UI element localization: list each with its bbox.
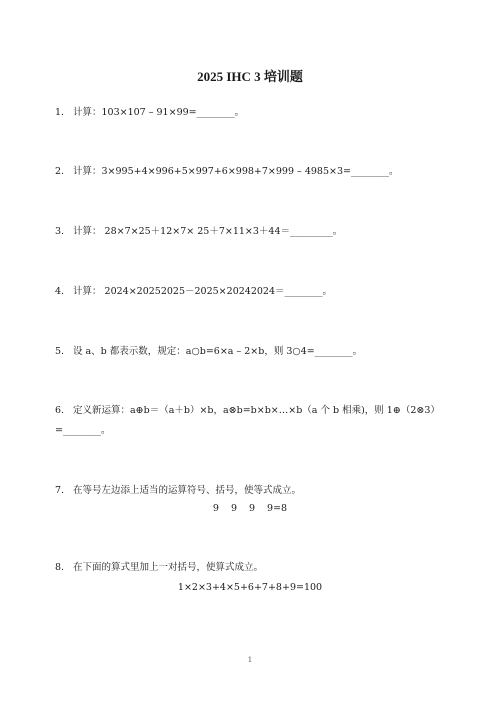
question-6-continuation	[55, 424, 455, 438]
equation-term: 9	[230, 503, 237, 514]
page-title: 2025 IHC 3 培训题	[197, 69, 303, 84]
question-text: 计算： 28×7×25＋12×7× 25＋7×11×3＋44＝_________。	[73, 226, 343, 237]
question-1	[55, 106, 455, 120]
question-number: 7.	[55, 485, 65, 496]
question-2	[55, 165, 455, 179]
question-number: 2.	[55, 166, 65, 177]
question-number: 5.	[55, 346, 65, 357]
question-text: 计算：3×995+4×996+5×997+6×998+7×999 – 4985×3=________。	[73, 166, 399, 177]
question-text: 在下面的算式里加上一对括号，使算式成立。	[73, 562, 264, 573]
question-5	[55, 345, 455, 359]
equation-8: 1×2×3+4×5+6+7+8+9=100	[177, 582, 323, 593]
question-number: 3.	[55, 226, 65, 237]
question-number: 6.	[55, 405, 65, 416]
question-3	[55, 225, 455, 239]
question-7	[55, 484, 455, 498]
question-text: 定义新运算：a⊕b＝（a＋b）×b，a⊗b=b×b×…×b（a 个 b 相乘)，则 1⊕（2⊗3）	[73, 405, 440, 416]
page-number: 1	[247, 656, 253, 664]
question-text: 计算： 2024×20252025－2025×20242024＝________。	[73, 286, 333, 297]
question-number: 1.	[55, 107, 65, 118]
question-number: 8.	[55, 562, 65, 573]
equation-term: 9	[248, 503, 256, 514]
question-number: 4.	[55, 286, 65, 297]
equation-7	[0, 503, 500, 514]
question-text: 设 a、b 都表示数，规定：a○b=6×a – 2×b，则 3○4=________。	[73, 346, 363, 357]
question-8	[55, 561, 455, 575]
question-text: 在等号左边添上适当的运算符号、括号，使等式成立。	[73, 485, 302, 496]
equation-term: 9=8	[267, 503, 288, 514]
question-text-continued: =________。	[55, 425, 111, 436]
question-text: 计算：103×107 – 91×99=________。	[73, 107, 245, 118]
question-4	[55, 285, 455, 299]
equation-term: 9	[212, 503, 219, 514]
question-6	[55, 404, 455, 418]
